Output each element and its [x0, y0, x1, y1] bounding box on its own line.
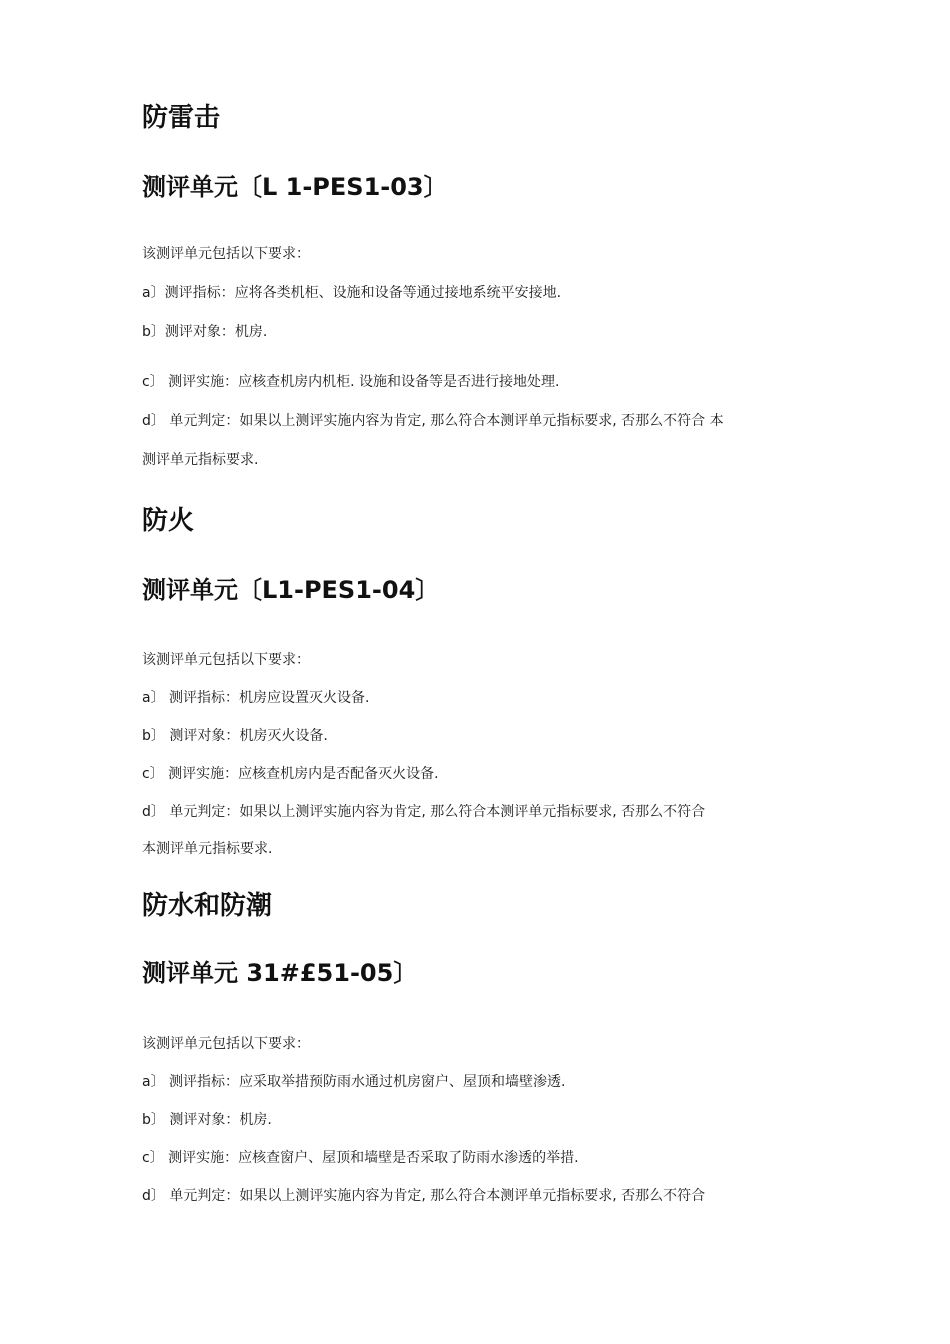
section-intro-fire: 该测评单元包括以下要求： — [142, 652, 310, 668]
section-unit-heading-fire: 测评单元〔L1-PES1-04〕 — [142, 576, 440, 604]
requirement-item-lightning-c: c〕 测评实施：应核查机房内机柜. 设施和设备等是否进行接地处理. — [142, 374, 560, 390]
requirement-item-lightning-a: a〕测评指标：应将各类机柜、设施和设备等通过接地系统平安接地. — [142, 285, 562, 301]
section-unit-heading-water: 测评单元 31#£51-05〕 — [142, 959, 418, 987]
requirement-item-lightning-d: d〕 单元判定：如果以上测评实施内容为肯定, 那么符合本测评单元指标要求, 否那么不符合 本 — [142, 413, 724, 429]
requirement-item-fire-d-cont: 本测评单元指标要求. — [142, 841, 273, 857]
requirement-item-water-a: a〕 测评指标：应采取举措预防雨水通过机房窗户、屋顶和墙壁渗透. — [142, 1074, 566, 1090]
requirement-item-fire-c: c〕 测评实施：应核查机房内是否配备灭火设备. — [142, 766, 439, 782]
requirement-item-fire-a: a〕 测评指标：机房应设置灭火设备. — [142, 690, 370, 706]
requirement-item-water-d: d〕 单元判定：如果以上测评实施内容为肯定, 那么符合本测评单元指标要求, 否那么不符合 — [142, 1188, 706, 1204]
requirement-item-fire-b: b〕 测评对象：机房灭火设备. — [142, 728, 328, 744]
section-unit-heading-lightning: 测评单元〔L 1-PES1-03〕 — [142, 173, 448, 201]
requirement-item-fire-d: d〕 单元判定：如果以上测评实施内容为肯定, 那么符合本测评单元指标要求, 否那么不符合 — [142, 804, 706, 820]
requirement-item-lightning-b: b〕测评对象：机房. — [142, 324, 268, 340]
section-title-water: 防水和防潮 — [142, 891, 273, 921]
requirement-item-lightning-d-cont: 测评单元指标要求. — [142, 452, 259, 468]
section-title-lightning: 防雷击 — [142, 103, 221, 133]
section-title-fire: 防火 — [142, 506, 195, 536]
section-intro-water: 该测评单元包括以下要求： — [142, 1036, 310, 1052]
requirement-item-water-b: b〕 测评对象：机房. — [142, 1112, 272, 1128]
section-intro-lightning: 该测评单元包括以下要求： — [142, 246, 310, 262]
requirement-item-water-c: c〕 测评实施：应核查窗户、屋顶和墙壁是否采取了防雨水渗透的举措. — [142, 1150, 579, 1166]
